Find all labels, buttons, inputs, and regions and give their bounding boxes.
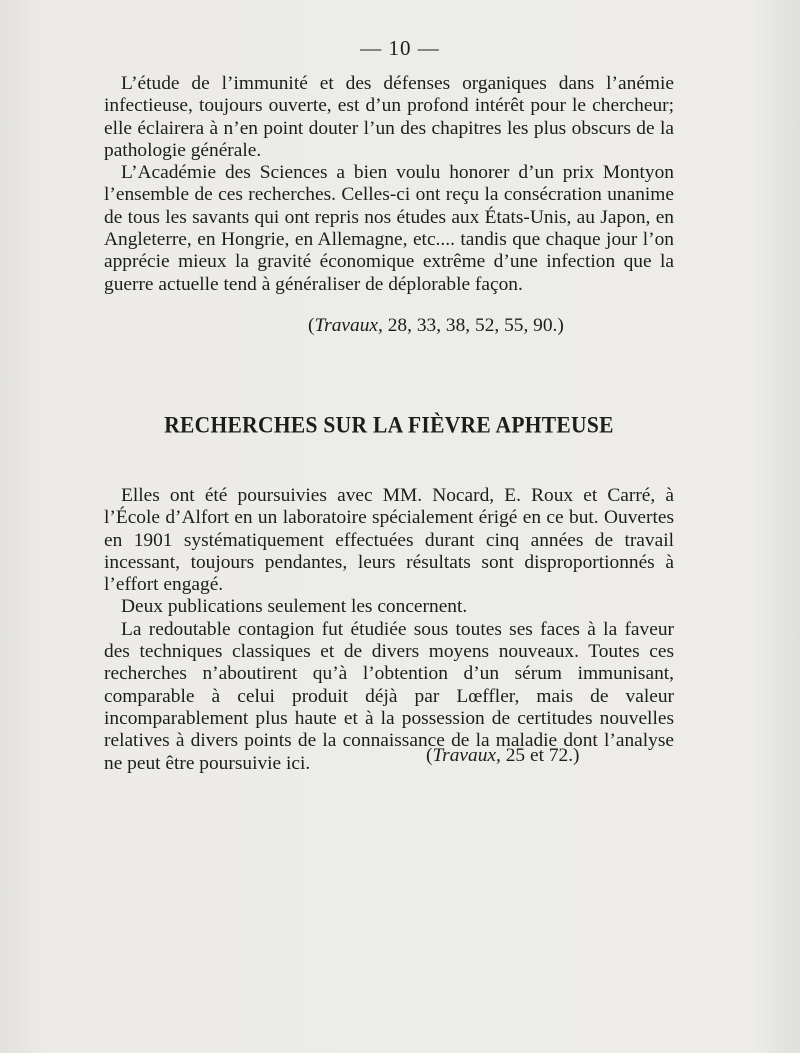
section-fievre-aphteuse-text — [104, 485, 674, 775]
reference-open: ( — [308, 315, 315, 336]
reference-title: Travaux, — [432, 745, 501, 766]
reference-open: ( — [426, 745, 433, 766]
section-heading: RECHERCHES SUR LA FIÈVRE APHTEUSE — [164, 412, 614, 438]
paragraph: Elles ont été poursuivies avec MM. Nocard, E. Roux et Carré, à l’École d’Alfort en un laboratoire spécialement érigé en ce but. Ouvertes en 1901 systématiquement effectuées durant cinq années de travail incessant, toujours pendantes, leurs résultats sont disproportionnés à l’effort engagé. — [104, 485, 674, 596]
reference-title: Travaux, — [314, 315, 383, 336]
paragraph: Deux publications seulement les concernent. — [121, 596, 468, 618]
paragraph: L’Académie des Sciences a bien voulu honorer d’un prix Montyon l’ensemble de ces recherches. Celles-ci ont reçu la consécration unanime de tous les savants qui ont repris nos études aux États-Unis, au Japon, en Angleterre, en Hongrie, en Allemagne, etc.... tandis que chaque jour l’on apprécie mieux la gravité économique extrême d’une infection que la guerre actuelle tend à généraliser de déplorable façon. — [104, 162, 674, 295]
reference-numbers: 28, 33, 38, 52, 55, 90.) — [382, 315, 564, 336]
section-immunite-text — [104, 73, 674, 296]
reference-numbers: 25 et 72.) — [500, 745, 580, 766]
paragraph: La redoutable contagion fut étudiée sous toutes ses faces à la faveur des techniques classiques et de divers moyens nouveaux. Toutes ces recherches n’aboutirent qu’à l’obtention d’un sérum immunisant, comparable à celui produit déjà par Lœffler, mais de valeur incomparablement plus haute et à la possession de certitudes nouvelles relatives à divers points de la connaissance de la maladie dont l’analyse ne peut être poursuivie ici. — [104, 618, 674, 774]
paragraph: L’étude de l’immunité et des défenses organiques dans l’anémie infectieuse, toujours ouverte, est d’un profond intérêt pour le chercheur; elle éclairera à n’en point douter l’un des chapitres les plus obscurs de la pathologie générale. — [104, 73, 674, 161]
reference-travaux-1 — [308, 314, 564, 338]
page-number: — 10 — — [360, 36, 440, 60]
reference-travaux-2 — [426, 744, 580, 768]
